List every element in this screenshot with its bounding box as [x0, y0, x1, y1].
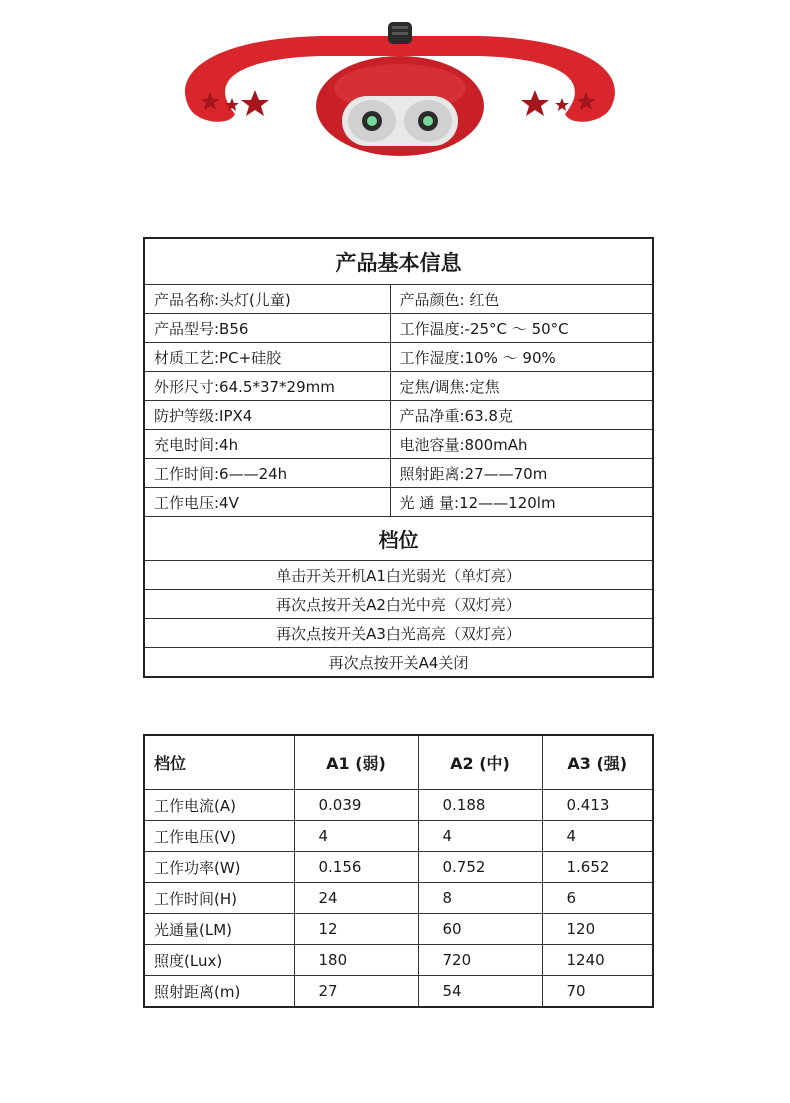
mode-row: 再次点按开关A2白光中亮（双灯亮）	[144, 590, 653, 619]
gear-value: 0.188	[418, 790, 542, 821]
spec-cell: 定焦/调焦:定焦	[390, 372, 653, 401]
spec-cell: 产品型号:B56	[144, 314, 390, 343]
gear-header-cell: A3 (强)	[542, 735, 653, 790]
table-row	[144, 852, 653, 883]
table-row	[144, 945, 653, 976]
spec-cell: 工作电压:4V	[144, 488, 390, 517]
spec-cell: 光 通 量:12——120lm	[390, 488, 653, 517]
spec-cell: 材质工艺:PC+硅胶	[144, 343, 390, 372]
gear-param-label: 工作电压(V)	[144, 821, 294, 852]
spec-cell: 外形尺寸:64.5*37*29mm	[144, 372, 390, 401]
gear-value: 0.039	[294, 790, 418, 821]
gear-value: 27	[294, 976, 418, 1008]
gear-value: 54	[418, 976, 542, 1008]
gear-param-label: 光通量(LM)	[144, 914, 294, 945]
spec-cell: 产品净重:63.8克	[390, 401, 653, 430]
gear-value: 0.752	[418, 852, 542, 883]
gear-value: 1240	[542, 945, 653, 976]
gear-param-label: 工作电流(A)	[144, 790, 294, 821]
spec-cell: 产品颜色: 红色	[390, 285, 653, 314]
gear-header-cell: A1 (弱)	[294, 735, 418, 790]
gear-value: 0.156	[294, 852, 418, 883]
gear-value: 6	[542, 883, 653, 914]
gear-spec-table	[143, 734, 654, 1008]
gear-value: 24	[294, 883, 418, 914]
mode-row: 单击开关开机A1白光弱光（单灯亮）	[144, 561, 653, 590]
gear-value: 4	[542, 821, 653, 852]
spec-cell: 电池容量:800mAh	[390, 430, 653, 459]
table-row	[144, 821, 653, 852]
gear-value: 1.652	[542, 852, 653, 883]
gear-value: 720	[418, 945, 542, 976]
gear-value: 180	[294, 945, 418, 976]
spec-cell: 工作湿度:10% ～ 90%	[390, 343, 653, 372]
gear-value: 70	[542, 976, 653, 1008]
spec-cell: 照射距离:27——70m	[390, 459, 653, 488]
mode-row: 再次点按开关A4关闭	[144, 648, 653, 678]
gear-param-label: 照射距离(m)	[144, 976, 294, 1008]
gear-value: 0.413	[542, 790, 653, 821]
gear-value: 12	[294, 914, 418, 945]
table-row	[144, 883, 653, 914]
table-row	[144, 976, 653, 1008]
gear-param-label: 工作功率(W)	[144, 852, 294, 883]
gear-value: 8	[418, 883, 542, 914]
mode-row: 再次点按开关A3白光高亮（双灯亮）	[144, 619, 653, 648]
spec-cell: 防护等级:IPX4	[144, 401, 390, 430]
gear-header-cell: A2 (中)	[418, 735, 542, 790]
gear-param-label: 工作时间(H)	[144, 883, 294, 914]
gear-value: 4	[294, 821, 418, 852]
spec-cell: 工作温度:-25°C ～ 50°C	[390, 314, 653, 343]
gear-value: 120	[542, 914, 653, 945]
gear-value: 60	[418, 914, 542, 945]
headlamp-product-image	[170, 14, 630, 164]
gear-value: 4	[418, 821, 542, 852]
gear-param-label: 照度(Lux)	[144, 945, 294, 976]
spec-cell: 充电时间:4h	[144, 430, 390, 459]
table-row	[144, 790, 653, 821]
spec-cell: 产品名称:头灯(儿童)	[144, 285, 390, 314]
spec-cell: 工作时间:6——24h	[144, 459, 390, 488]
product-info-table	[143, 237, 654, 678]
modes-title: 档位	[144, 517, 653, 561]
table-row	[144, 914, 653, 945]
table-title: 产品基本信息	[144, 238, 653, 285]
gear-header-cell: 档位	[144, 735, 294, 790]
